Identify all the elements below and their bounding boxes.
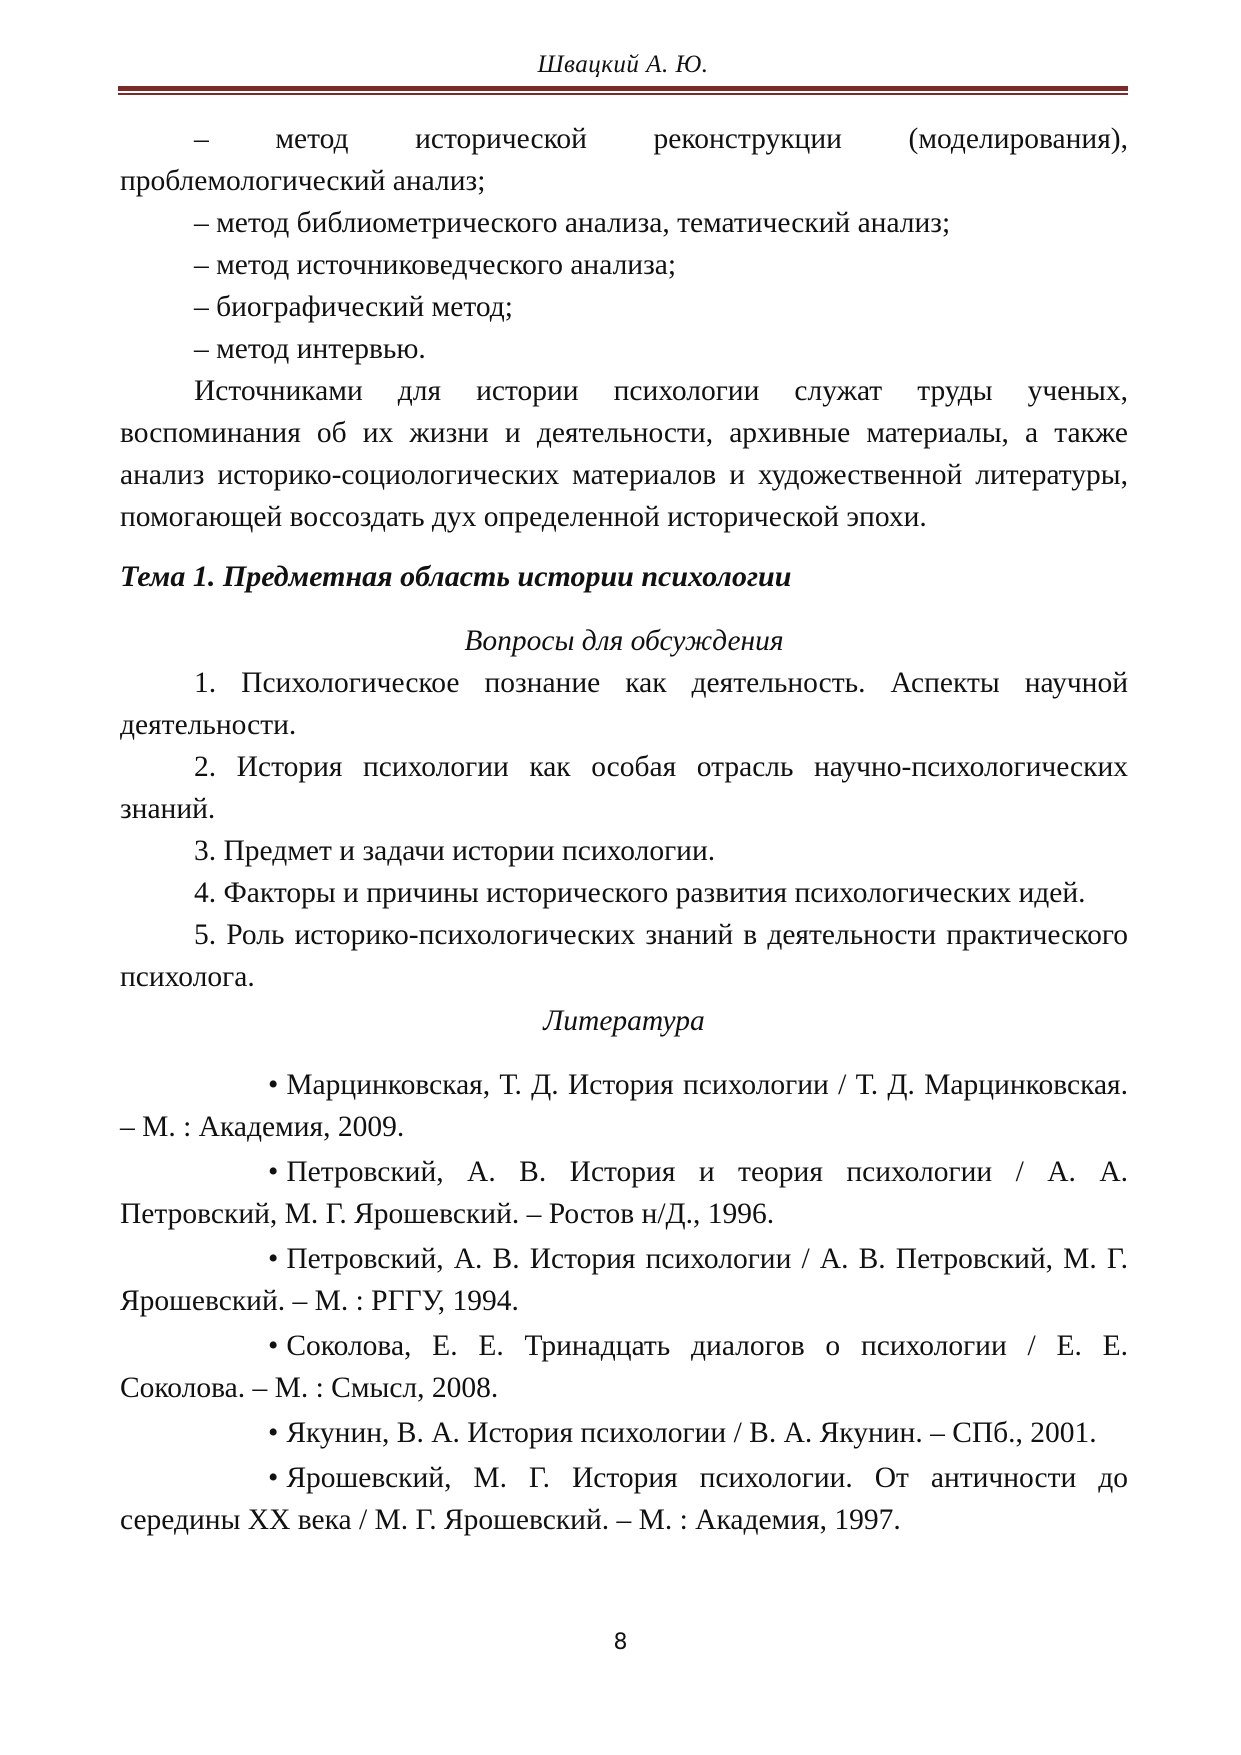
method-item: – метод источниковедческого анализа; bbox=[194, 249, 677, 281]
topic-heading bbox=[120, 556, 1128, 598]
bullet-icon: • bbox=[268, 1462, 279, 1494]
page-number: 8 bbox=[613, 1630, 628, 1655]
header-rule-thin bbox=[118, 93, 1128, 95]
question-item: 1. Психологическое познание как деятельность. Аспекты научной деятельности. bbox=[120, 667, 1128, 741]
question-item: 3. Предмет и задачи истории психологии. bbox=[194, 835, 716, 867]
bullet-icon: • bbox=[268, 1243, 279, 1275]
literature-item: • Марцинковская, Т. Д. История психологии / Т. Д. Марцинковская. – М. : Академия, 2009. bbox=[120, 1064, 1128, 1148]
questions-heading: Вопросы для обсуждения bbox=[464, 625, 784, 657]
topic-prefix: Тема 1. bbox=[120, 560, 216, 593]
page-body bbox=[120, 118, 1128, 1544]
topic-title: Предметная область истории психологии bbox=[222, 560, 792, 593]
literature-heading: Литература bbox=[543, 1005, 705, 1037]
method-item: – биографический метод; bbox=[194, 291, 513, 323]
question-item: 4. Факторы и причины исторического развития психологических идей. bbox=[194, 877, 1086, 909]
literature-item: • Петровский, А. В. История и теория психологии / А. А. Петровский, М. Г. Ярошевский. – Ростов н/Д., 1996. bbox=[120, 1151, 1128, 1235]
sources-paragraph: Источниками для истории психологии служат труды ученых, воспоминания об их жизни и деятельности, архивные материалы, а также анализ историко-социологических материалов и художественной литературы, помогающей воссоздать дух определенной исторической эпохи. bbox=[120, 375, 1128, 533]
bullet-icon: • bbox=[268, 1330, 279, 1362]
bullet-icon: • bbox=[268, 1417, 279, 1449]
question-item: 5. Роль историко-психологических знаний в деятельности практического психолога. bbox=[120, 919, 1128, 993]
literature-list bbox=[120, 1064, 1128, 1541]
method-item: – метод интервью. bbox=[194, 333, 426, 365]
running-header: Швацкий А. Ю. bbox=[537, 51, 709, 78]
literature-item: • Соколова, Е. Е. Тринадцать диалогов о психологии / Е. Е. Соколова. – М. : Смысл, 2008. bbox=[120, 1325, 1128, 1409]
question-item: 2. История психологии как особая отрасль научно-психологических знаний. bbox=[120, 751, 1128, 825]
header-rule-thick bbox=[118, 86, 1128, 91]
literature-item: • Петровский, А. В. История психологии / А. В. Петровский, М. Г. Ярошевский. – М. : РГГУ, 1994. bbox=[120, 1238, 1128, 1322]
method-item: – метод исторической реконструкции (моделирования), проблемологический анализ; bbox=[120, 123, 1128, 197]
literature-item: • Ярошевский, М. Г. История психологии. От античности до середины XX века / М. Г. Ярошевский. – М. : Академия, 1997. bbox=[120, 1457, 1128, 1541]
method-item: – метод библиометрического анализа, тематический анализ; bbox=[194, 207, 951, 239]
literature-item: • Якунин, В. А. История психологии / В. А. Якунин. – СПб., 2001. bbox=[120, 1412, 1128, 1454]
bullet-icon: • bbox=[268, 1156, 279, 1188]
bullet-icon: • bbox=[268, 1069, 279, 1101]
